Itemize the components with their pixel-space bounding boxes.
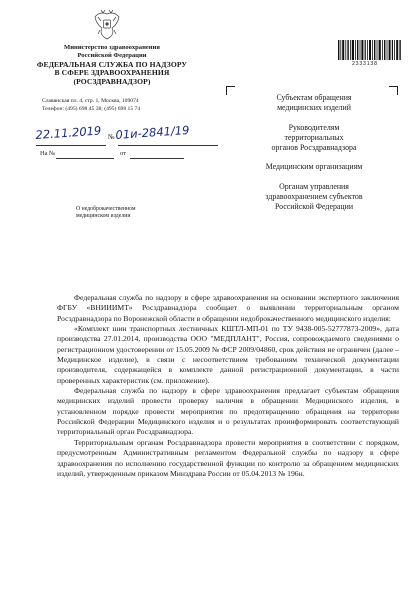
addressee-group: Руководителям территориальных органов Росздравнадзора (271, 122, 357, 152)
letter-subject: О недоброкачественном медицинском изделии (76, 206, 136, 220)
addressee-group: Органам управления здравоохранением субъектов Российской Федерации (265, 181, 363, 211)
addressee-group: Медицинским организациям (265, 162, 363, 171)
body-paragraph: Федеральная служба по надзору в сфере здравоохранения предлагает субъектам обращения медицинских изделий провести проверку наличия в обращении Медицинского изделия, в установленном порядке провести мероприятия по предотвращению обращения на территории Российской Федерации Медицинского изделия и о результатах проинформировать соответствующий территориальный орган Росздравнадзора. (57, 386, 399, 437)
number-sign: № (108, 133, 115, 141)
registration-row (35, 122, 226, 148)
body-paragraph: «Комплект шин транспортных лестничных КШТЛ-МП-01 по ТУ 9438-005-52777873-2009», дата производства 27.01.2014, производства ООО "МЕДПЛАНТ", Россия, сопровождаемого сведениями о регистрационном удостоверении от 15.05.2009 № ФСР 2009/04860, срок действия не ограничен (далее – Медицинское изделие), в связи с несоответствием требованиям технической документации производителя, содержащейся в комплекте данной регистрационной документации, в части проверенных характеристик (см. приложение). (57, 324, 399, 385)
addressees-block (234, 93, 394, 221)
body-paragraph: Федеральная служба по надзору в сфере здравоохранения на основании экспертного заключения ФГБУ «ВНИИИМТ» Росздравнадзора сообщает о выявлении территориальным органом Росздравнадзора по Воронежской области в обращении недоброкачественного медицинского изделия: (57, 293, 399, 323)
na-label: На № (40, 150, 56, 157)
body-paragraph: Территориальным органам Росздравнадзора провести мероприятия в соответствии с порядком, предусмотренным Административным регламентом Федеральной службы по надзору в сфере здравоохранения по исполнению государственной функции по контролю за обращением медицинских изделий, утвержденным приказом Минздрава России от 05.04.2013 № 196н. (57, 437, 399, 478)
ministry-name: Министерство здравоохранения Российской Федерации (64, 44, 160, 59)
letter-body (57, 293, 399, 479)
handwritten-date: 22.11.2019 (35, 123, 102, 142)
barcode-number: 2333138 (352, 61, 378, 67)
service-address: Славянская пл. 4, стр. 1, Москва, 109074 Телефон: (495) 698 45 38; (495) 698 15 74 (42, 98, 141, 112)
coat-of-arms-icon (92, 8, 122, 42)
reply-to-row (40, 150, 230, 162)
handwritten-number: 01и-2841/19 (115, 122, 190, 142)
ot-label: от (120, 150, 126, 157)
service-name: ФЕДЕРАЛЬНАЯ СЛУЖБА ПО НАДЗОРУ В СФЕРЕ ЗДРАВООХРАНЕНИЯ (РОСЗДРАВНАДЗОР) (36, 60, 188, 86)
addressee-group: Субъектам обращения медицинских изделий (276, 93, 352, 112)
barcode-icon (338, 40, 401, 60)
